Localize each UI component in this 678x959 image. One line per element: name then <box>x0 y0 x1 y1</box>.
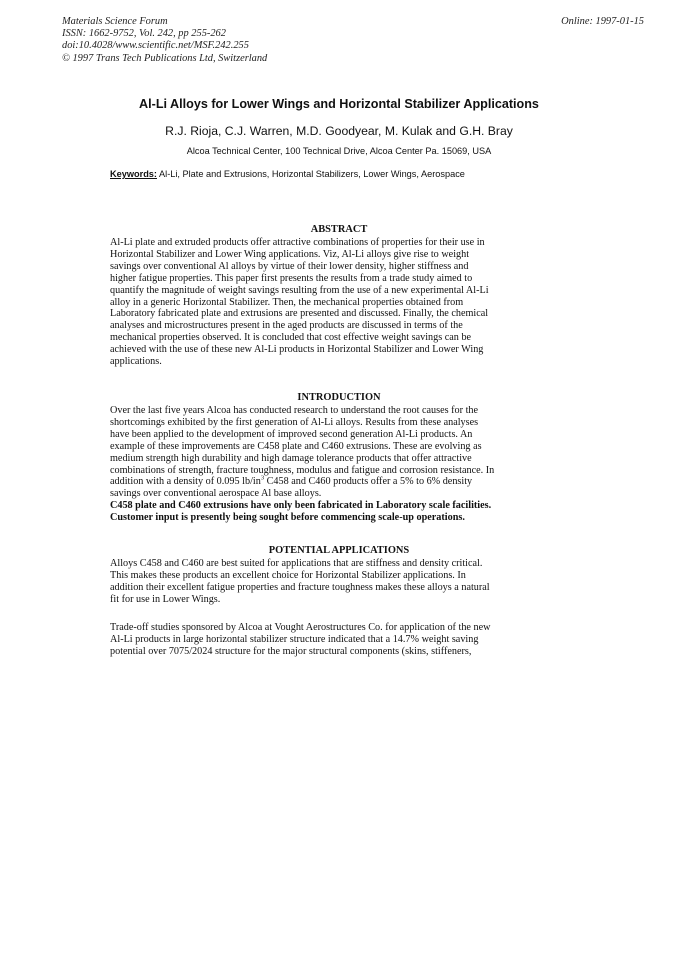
issn-line: ISSN: 1662-9752, Vol. 242, pp 255-262 <box>62 28 226 40</box>
introduction-body <box>110 405 550 524</box>
keywords-list: Al-Li, Plate and Extrusions, Horizontal Stabilizers, Lower Wings, Aerospace <box>159 169 465 179</box>
abstract-line: quantify the magnitude of weight savings resulting from the use of a new experimental Al-Li <box>110 284 489 296</box>
abstract-line: achieved with the use of these new Al-Li products in Horizontal Stabilizer and Lower Wing <box>110 344 484 356</box>
potential-applications-para2 <box>110 622 550 658</box>
paper-title: Al-Li Alloys for Lower Wings and Horizontal Stabilizer Applications <box>139 97 539 111</box>
potential-applications-para1 <box>110 558 550 606</box>
paragraph-line: Trade-off studies sponsored by Alcoa at Vought Aerostructures Co. for application of the new <box>110 622 491 633</box>
introduction-line: example of these improvements are C458 plate and C460 extrusions. These are evolving as <box>110 440 482 452</box>
introduction-line: savings over conventional aerospace Al base alloys. <box>110 488 322 500</box>
introduction-bold-line: C458 plate and C460 extrusions have only been fabricated in Laboratory scale facilities. <box>110 500 492 512</box>
abstract-line: analyses and microstructures present in the aged products are discussed in terms of the <box>110 320 463 332</box>
journal-name: Materials Science Forum <box>62 16 168 27</box>
abstract-line: Horizontal Stabilizer and Lower Wing applications. Viz, Al-Li alloys give rise to weight <box>110 248 470 260</box>
keywords-label: Keywords: <box>110 169 157 179</box>
paragraph-line: This makes these products an excellent choice for Horizontal Stabilizer applications. In <box>110 569 466 581</box>
introduction-density-line <box>110 476 550 488</box>
introduction-line: have been applied to the development of improved second generation Al-Li products. An <box>110 428 473 440</box>
paragraph-line: fit for use in Lower Wings. <box>110 593 221 605</box>
copyright-line: © 1997 Trans Tech Publications Ltd, Switzerland <box>62 52 268 64</box>
introduction-line: shortcomings exhibited by the first generation of Al-Li alloys. Results from these analyses <box>110 416 479 428</box>
abstract-body <box>110 237 550 368</box>
introduction-bold-line: Customer input is presently being sought before commencing scale-up operations. <box>110 512 465 524</box>
paragraph-line: addition their excellent fatigue properties and fracture toughness makes these alloys a natural <box>110 581 490 593</box>
introduction-line: combinations of strength, fracture toughness, modulus and fatigue and corrosion resistance. In <box>110 464 495 476</box>
keywords-line <box>110 168 465 180</box>
density-superscript: 3 <box>260 475 265 483</box>
abstract-line: applications. <box>110 356 162 368</box>
paragraph-line: Alloys C458 and C460 are best suited for applications that are stiffness and density critical. <box>110 558 483 569</box>
journal-header <box>62 16 267 65</box>
abstract-heading: ABSTRACT <box>310 224 368 235</box>
online-date: Online: 1997-01-15 <box>561 16 644 27</box>
potential-applications-heading: POTENTIAL APPLICATIONS <box>268 545 410 556</box>
abstract-line: savings over conventional Al alloys by virtue of their lower density, higher stiffness and <box>110 260 469 272</box>
abstract-line: mechanical properties observed. It is concluded that cost effective weight savings can be <box>110 332 472 344</box>
paper-affiliation: Alcoa Technical Center, 100 Technical Drive, Alcoa Center Pa. 15069, USA <box>186 146 492 156</box>
abstract-line: Laboratory fabricated plate and extrusions are presented and discussed. Finally, the chemical <box>110 308 489 320</box>
paper-authors: R.J. Rioja, C.J. Warren, M.D. Goodyear, M. Kulak and G.H. Bray <box>165 124 513 138</box>
density-text: addition with a density of 0.095 lb/in <box>110 476 261 488</box>
paragraph-line: potential over 7075/2024 structure for the major structural components (skins, stiffeners, <box>110 645 472 657</box>
paragraph-line: Al-Li products in large horizontal stabilizer structure indicated that a 14.7% weight saving <box>110 633 479 645</box>
density-text-cont: C458 and C460 products offer a 5% to 6% density <box>264 476 473 488</box>
abstract-line: Al-Li plate and extruded products offer attractive combinations of properties for their use in <box>110 237 485 248</box>
introduction-heading: INTRODUCTION <box>297 392 381 403</box>
doi-line: doi:10.4028/www.scientific.net/MSF.242.255 <box>62 40 249 52</box>
introduction-line: Over the last five years Alcoa has conducted research to understand the root causes for the <box>110 405 479 416</box>
abstract-line: alloy in a generic Horizontal Stabilizer. Then, the mechanical properties obtained from <box>110 296 464 308</box>
introduction-line: medium strength high durability and high damage tolerance products that offer attractive <box>110 452 472 464</box>
abstract-line: higher fatigue properties. This paper first presents the results from a trade study aimed to <box>110 272 473 284</box>
